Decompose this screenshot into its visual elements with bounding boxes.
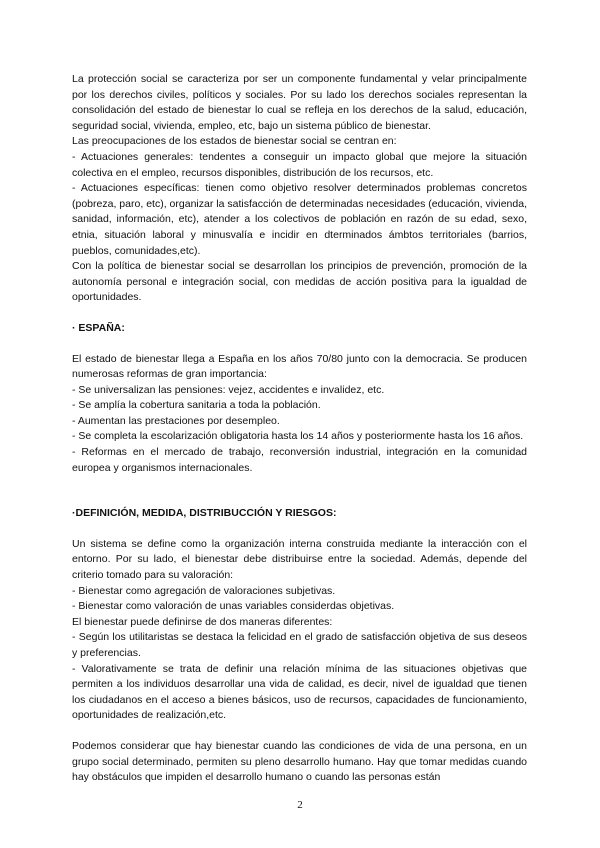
list-item: - Actuaciones generales: tendentes a conseguir un impacto global que mejore la situación colectiva en el empleo, recursos disponibles, distribución de los recursos, etc. [72, 150, 527, 179]
definicion-paragraph: Un sistema se define como la organización interna construida mediante la interacción con el entorno. Por su lado, el bienestar debe distribuirse entre la sociedad. Además, depende del criterio tomado para su valoración: [72, 537, 527, 582]
list-item: - Se amplía la cobertura sanitaria a toda la población. [72, 399, 321, 412]
definicion-maneras: El bienestar puede definirse de dos maneras diferentes: [72, 615, 333, 628]
list-item: - Aumentan las prestaciones por desempleo. [72, 414, 280, 427]
intro-conclusion: Con la política de bienestar social se desarrollan los principios de prevención, promoción de la autonomía personal e integración social, con medidas de acción positiva para la igualdad de oportunidades. [72, 260, 527, 304]
espana-paragraph: El estado de bienestar llega a España en los años 70/80 junto con la democracia. Se producen numerosas reformas de gran importancia: [72, 352, 527, 381]
list-item: - Se completa la escolarización obligatoria hasta los 14 años y posteriormente hasta los 16 años. [72, 430, 524, 443]
intro-paragraph: La protección social se caracteriza por ser un componente fundamental y velar principalmente por los derechos civiles, políticos y sociales. Por su lado los derechos sociales representan la consolidación del estado de bienestar lo cual se refleja en los derechos de la salud, educación, seguridad social, vivienda, empleo, etc, bajo un sistema público de bienestar. [72, 73, 527, 132]
intro-preocupaciones: Las preocupaciones de los estados de bienestar social se centran en: [72, 135, 397, 148]
list-item: - Bienestar como valoración de unas variables considerdas objetivas. [72, 600, 395, 613]
list-item: - Se universalizan las pensiones: vejez, accidentes e invalidez, etc. [72, 383, 385, 396]
list-item: - Según los utilitaristas se destaca la felicidad en el grado de satisfacción objetiva de sus deseos y preferencias. [72, 631, 527, 659]
section-heading-definicion: ·DEFINICIÓN, MEDIDA, DISTRIBUCCIÓN Y RIESGOS: [72, 507, 337, 520]
list-item: - Valorativamente se trata de definir una relación mínima de las situaciones objetivas que permiten a los individuos desarrollar una vida de calidad, es decir, nivel de igualdad que tienen los ciudadanos en el acceso a bienes básicos, uso de recursos, capacidades de funcionamiento, oportunidades de realización,etc. [72, 662, 527, 722]
list-item: - Reformas en el mercado de trabajo, reconversión industrial, integración en la comunidad europea y organismos internacionales. [72, 446, 527, 474]
list-item: - Bienestar como agregación de valoraciones subjetivas. [72, 584, 336, 597]
closing-paragraph: Podemos considerar que hay bienestar cuando las condiciones de vida de una persona, en un grupo social determinado, permiten su pleno desarrollo humano. Hay que tomar medidas cuando hay obstáculos que impiden el desarrollo humano o cuando las personas están [72, 739, 527, 784]
list-item: - Actuaciones específicas: tienen como objetivo resolver determinados problemas concretos (pobreza, paro, etc), organizar la satisfacción de determinadas necesidades (educación, vivienda, sanidad, información, etc), atender a los colectivos de población en razón de su edad, sexo, etnia, situación laboral y minusvalía e incidir en dterminados ámbtos territoriales (barrios, pueblos, comunidades,etc). [72, 182, 527, 257]
section-heading-espana: · ESPAÑA: [72, 321, 125, 334]
page-number: 2 [297, 799, 303, 811]
document-body [72, 72, 527, 786]
